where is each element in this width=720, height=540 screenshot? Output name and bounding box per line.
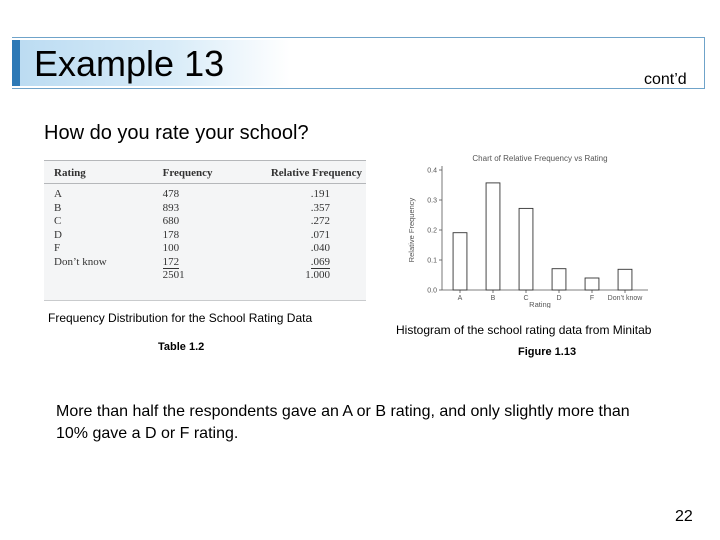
chart-x-tick-label: Don’t know — [607, 295, 643, 302]
cell-frequency: 478 — [162, 188, 180, 200]
chart-x-tick-label: C — [523, 295, 529, 302]
cell-relative-frequency: .357 — [310, 201, 330, 214]
cell-rating: Don’t know — [54, 255, 107, 268]
chart-bar — [618, 269, 632, 290]
cell-frequency: 893 — [162, 201, 180, 214]
chart-x-tick-label: A — [457, 295, 463, 302]
table-row — [44, 202, 366, 216]
cell-total-label — [44, 269, 141, 283]
cell-rating: C — [54, 215, 62, 227]
chart-bar — [453, 233, 467, 290]
chart-x-axis-label: Rating — [529, 300, 551, 308]
table-label: Table 1.2 — [158, 341, 205, 353]
table-row — [44, 184, 366, 202]
cell-frequency: 178 — [162, 228, 180, 241]
chart-bar — [519, 208, 533, 290]
frequency-table-image — [44, 160, 366, 301]
cell-rating: B — [54, 201, 62, 214]
chart-x-tick-label: F — [589, 295, 595, 302]
frequency-table — [44, 160, 366, 283]
table-total-row — [44, 269, 366, 283]
cell-relative-frequency: .272 — [310, 215, 330, 227]
continued-label: cont’d — [644, 71, 687, 88]
table-row — [44, 242, 366, 256]
header-rating: Rating — [44, 161, 141, 184]
chart-y-tick-label: 0.3 — [427, 197, 437, 205]
header-frequency: Frequency — [141, 161, 244, 184]
summary-text: More than half the respondents gave an A or B rating, and only slightly more than 10% gave a D or F rating. — [56, 403, 630, 442]
cell-relative-frequency: .040 — [310, 242, 330, 254]
cell-relative-frequency: .071 — [310, 228, 330, 241]
chart-y-tick-label: 0.1 — [427, 257, 437, 265]
chart-bar — [585, 278, 599, 290]
cell-frequency: 100 — [162, 242, 180, 254]
cell-rating: F — [54, 242, 61, 254]
cell-frequency: 172 — [162, 255, 180, 268]
chart-y-tick-label: 0.2 — [427, 227, 437, 235]
relative-frequency-chart — [400, 148, 650, 308]
page-number: 22 — [675, 508, 693, 525]
chart-bar — [486, 183, 500, 290]
chart-x-tick-label: D — [556, 295, 562, 302]
chart-y-tick-label: 0.4 — [427, 167, 437, 175]
cell-frequency: 680 — [162, 215, 180, 227]
chart-y-tick-label: 0.0 — [427, 287, 437, 295]
chart-caption: Histogram of the school rating data from Minitab — [396, 323, 652, 337]
chart-x-tick-label: B — [490, 295, 496, 302]
cell-total-frequency: 2501 — [162, 269, 185, 281]
chart-y-axis-label: Relative Frequency — [407, 197, 416, 263]
question-text: How do you rate your school? — [44, 122, 309, 144]
table-row — [44, 229, 366, 243]
cell-relative-frequency: .191 — [310, 188, 330, 200]
cell-total-relative-frequency: 1.000 — [305, 269, 330, 281]
table-caption: Frequency Distribution for the School Rating Data — [48, 311, 313, 325]
table-row — [44, 215, 366, 229]
chart-bars — [453, 183, 632, 290]
header-relative-frequency: Relative Frequency — [244, 161, 366, 184]
cell-relative-frequency: .069 — [310, 255, 330, 268]
cell-rating: D — [54, 228, 62, 241]
figure-label: Figure 1.13 — [518, 346, 577, 358]
chart-title: Chart of Relative Frequency vs Rating — [472, 154, 608, 163]
cell-rating: A — [54, 188, 62, 200]
slide-title: Example 13 — [34, 43, 225, 84]
chart-bar — [552, 269, 566, 290]
table-row — [44, 256, 366, 270]
table-header-row — [44, 161, 366, 184]
